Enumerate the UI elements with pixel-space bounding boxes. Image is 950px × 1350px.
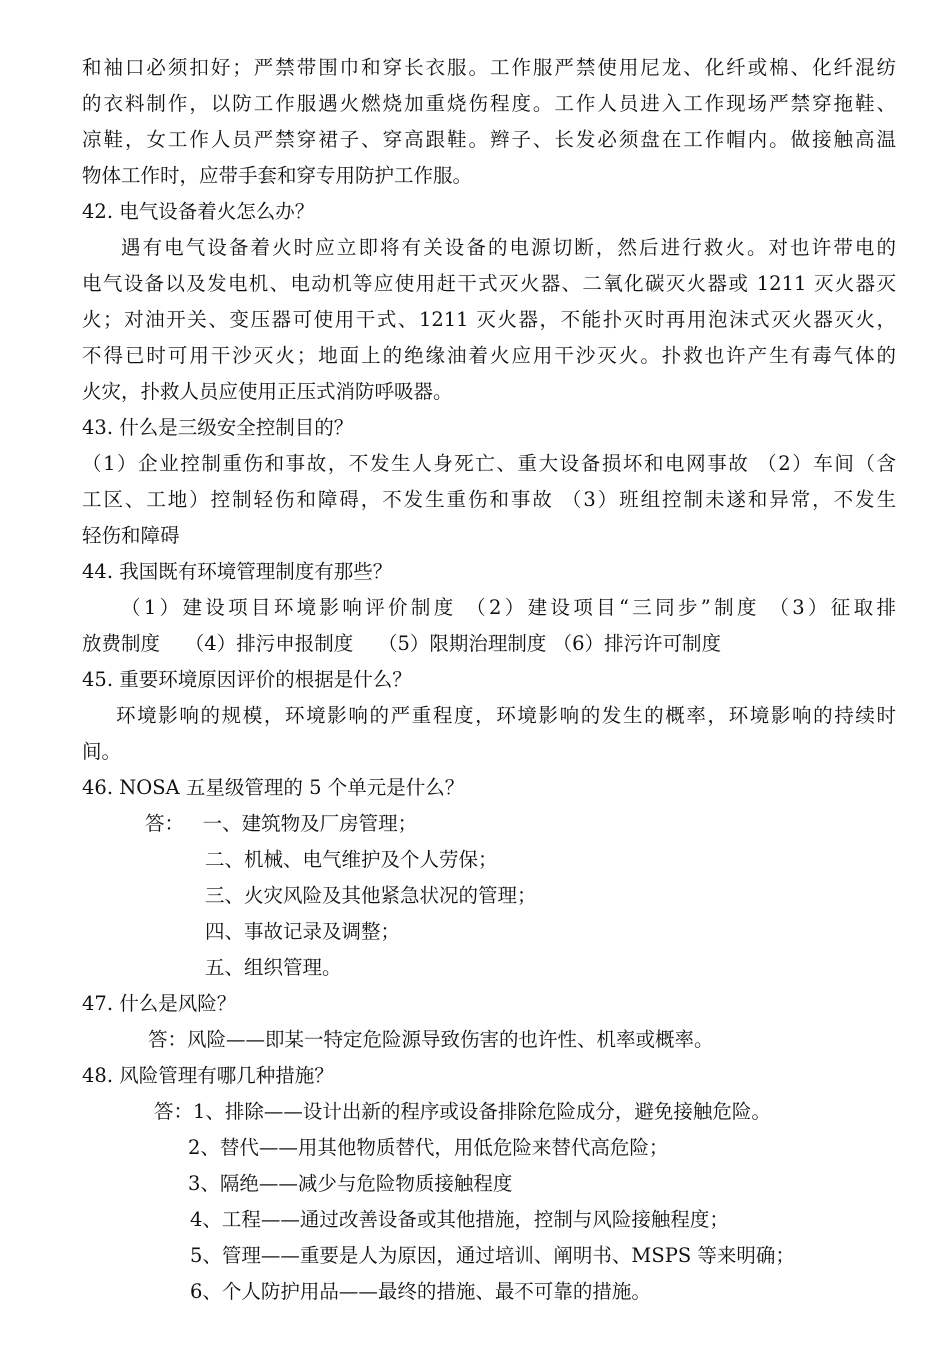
answer-list-item: 2、替代——用其他物质替代，用低危险来替代高危险； [188, 1136, 669, 1159]
question-heading-45: 45. 重要环境原因评价的根据是什么？ [82, 668, 412, 691]
paragraph-line: 的衣料制作，以防工作服遇火燃烧加重烧伤程度。工作人员进入工作现场严禁穿拖鞋、 [82, 92, 896, 115]
answer-line: 不得已时可用干沙灭火；地面上的绝缘油着火应用干沙灭火。扑救也许产生有毒气体的 [82, 344, 896, 367]
answer-list-item: 4、工程——通过改善设备或其他措施，控制与风险接触程度； [190, 1208, 729, 1231]
answer-list-item: 5、管理——重要是人为原因，通过培训、阐明书、MSPS 等来明确； [190, 1244, 795, 1267]
answer-list-item: 6、个人防护用品——最终的措施、最不可靠的措施。 [190, 1280, 651, 1303]
answer-line: 答：风险——即某一特定危险源导致伤害的也许性、机率或概率。 [148, 1028, 714, 1051]
answer-line: 放费制度 （4）排污申报制度 （5）限期治理制度 （6）排污许可制度 [82, 632, 722, 655]
answer-list-item: 四、事故记录及调整； [205, 920, 401, 943]
answer-list-item: 五、组织管理。 [205, 956, 342, 979]
question-heading-48: 48. 风险管理有哪几种措施？ [82, 1064, 334, 1087]
answer-line: 轻伤和障碍 [82, 524, 180, 547]
answer-line: 遇有电气设备着火时应立即将有关设备的电源切断，然后进行救火。对也许带电的 [121, 236, 896, 259]
answer-list-item: 二、机械、电气维护及个人劳保； [205, 848, 498, 871]
paragraph-line: 凉鞋，女工作人员严禁穿裙子、穿高跟鞋。辫子、长发必须盘在工作帽内。做接触高温 [82, 128, 896, 151]
answer-list-item: 三、火灾风险及其他紧急状况的管理； [205, 884, 537, 907]
question-heading-42: 42. 电气设备着火怎么办？ [82, 200, 315, 223]
question-heading-47: 47. 什么是风险？ [82, 992, 237, 1015]
question-heading-44: 44. 我国既有环境管理制度有那些？ [82, 560, 393, 583]
answer-line: 火；对油开关、变压器可使用干式、1211 灭火器，不能扑灭时再用泡沫式灭火器灭火， [82, 308, 896, 331]
paragraph-line: 和袖口必须扣好；严禁带围巾和穿长衣服。工作服严禁使用尼龙、化纤或棉、化纤混纺 [82, 56, 896, 79]
answer-list-item: 答： 一、建筑物及厂房管理； [145, 812, 418, 835]
question-heading-46: 46. NOSA 五星级管理的 5 个单元是什么？ [82, 776, 465, 799]
answer-line: （1）企业控制重伤和事故，不发生人身死亡、重大设备损坏和电网事故 （2）车间（含 [82, 452, 896, 475]
answer-line: 间。 [82, 740, 122, 763]
answer-line: 工区、工地）控制轻伤和障碍，不发生重伤和事故 （3）班组控制未遂和异常，不发生 [82, 488, 896, 511]
answer-line: 火灾，扑救人员应使用正压式消防呼吸器。 [82, 380, 453, 403]
answer-list-item: 答：1、排除——设计出新的程序或设备排除危险成分，避免接触危险。 [154, 1100, 771, 1123]
paragraph-line: 物体工作时，应带手套和穿专用防护工作服。 [82, 164, 473, 187]
answer-line: 电气设备以及发电机、电动机等应使用赶干式灭火器、二氧化碳灭火器或 1211 灭火器灭 [82, 272, 896, 295]
answer-line: （1）建设项目环境影响评价制度 （2）建设项目“三同步”制度 （3）征取排 [121, 596, 896, 619]
answer-line: 环境影响的规模，环境影响的严重程度，环境影响的发生的概率，环境影响的持续时 [116, 704, 896, 727]
answer-list-item: 3、隔绝——减少与危险物质接触程度 [188, 1172, 513, 1195]
question-heading-43: 43. 什么是三级安全控制目的？ [82, 416, 354, 439]
